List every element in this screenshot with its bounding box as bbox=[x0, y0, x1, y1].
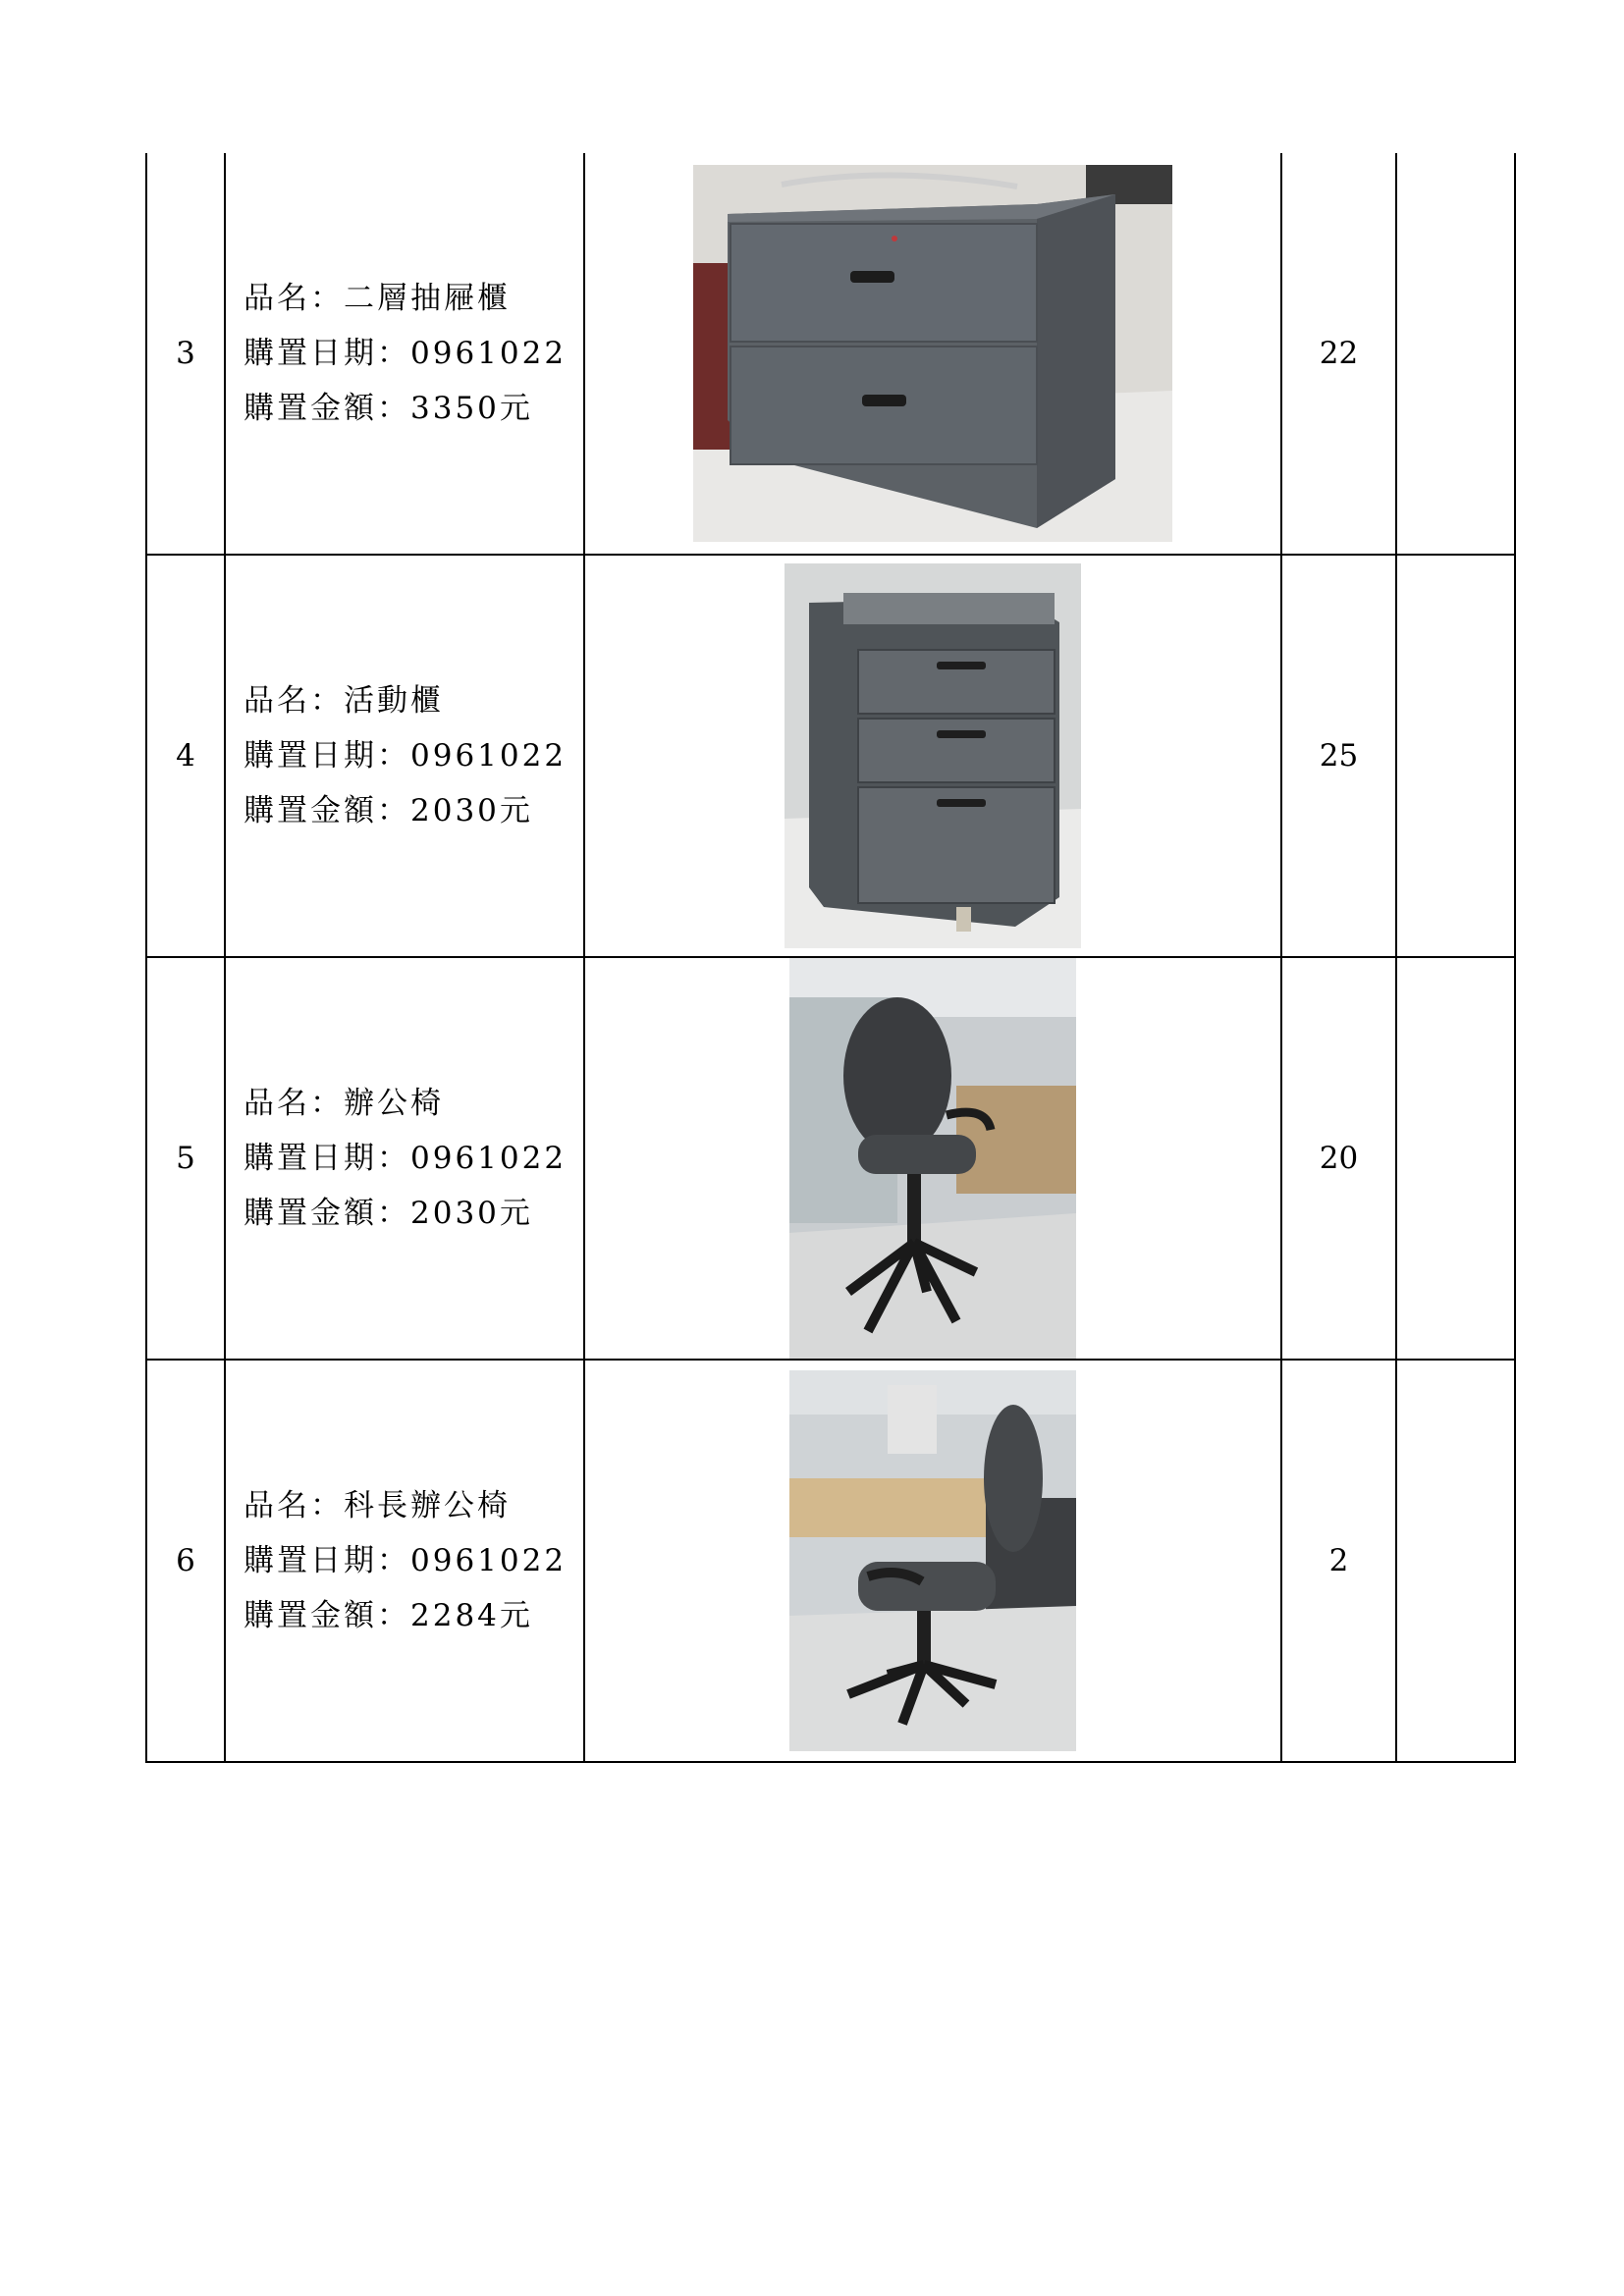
purchase-date: 購置日期：0961022 bbox=[244, 1543, 568, 1578]
item-remark bbox=[1396, 153, 1515, 555]
item-number: 6 bbox=[146, 1360, 225, 1762]
office-chair-photo bbox=[789, 958, 1076, 1359]
item-number: 3 bbox=[146, 153, 225, 555]
table-row bbox=[146, 1360, 1515, 1762]
item-name: 品名：科長辦公椅 bbox=[244, 1488, 511, 1523]
item-quantity: 20 bbox=[1281, 957, 1396, 1360]
table-row bbox=[146, 153, 1515, 555]
item-photo-cell bbox=[584, 555, 1281, 957]
item-photo-cell bbox=[584, 153, 1281, 555]
item-quantity: 25 bbox=[1281, 555, 1396, 957]
item-remark bbox=[1396, 957, 1515, 1360]
item-number: 5 bbox=[146, 957, 225, 1360]
item-quantity: 2 bbox=[1281, 1360, 1396, 1762]
item-number: 4 bbox=[146, 555, 225, 957]
item-photo-cell bbox=[584, 957, 1281, 1360]
item-name: 品名：活動櫃 bbox=[244, 683, 444, 719]
table-row bbox=[146, 957, 1515, 1360]
purchase-amount: 購置金額：3350元 bbox=[244, 391, 533, 426]
purchase-amount: 購置金額：2030元 bbox=[244, 793, 533, 828]
purchase-date: 購置日期：0961022 bbox=[244, 336, 568, 371]
purchase-amount: 購置金額：2030元 bbox=[244, 1196, 533, 1231]
item-remark bbox=[1396, 555, 1515, 957]
item-description bbox=[225, 153, 584, 555]
item-photo-cell bbox=[584, 1360, 1281, 1762]
item-quantity: 22 bbox=[1281, 153, 1396, 555]
purchase-amount: 購置金額：2284元 bbox=[244, 1598, 533, 1633]
item-name: 品名：二層抽屜櫃 bbox=[244, 281, 511, 316]
purchase-date: 購置日期：0961022 bbox=[244, 738, 568, 774]
lateral-filing-cabinet-photo bbox=[693, 165, 1172, 542]
item-description bbox=[225, 555, 584, 957]
item-remark bbox=[1396, 1360, 1515, 1762]
item-name: 品名：辦公椅 bbox=[244, 1086, 444, 1121]
item-description bbox=[225, 957, 584, 1360]
mobile-pedestal-cabinet-photo bbox=[785, 563, 1081, 948]
table-row bbox=[146, 555, 1515, 957]
purchase-date: 購置日期：0961022 bbox=[244, 1141, 568, 1176]
item-description bbox=[225, 1360, 584, 1762]
section-chief-chair-photo bbox=[789, 1370, 1076, 1751]
asset-table bbox=[145, 153, 1516, 1763]
